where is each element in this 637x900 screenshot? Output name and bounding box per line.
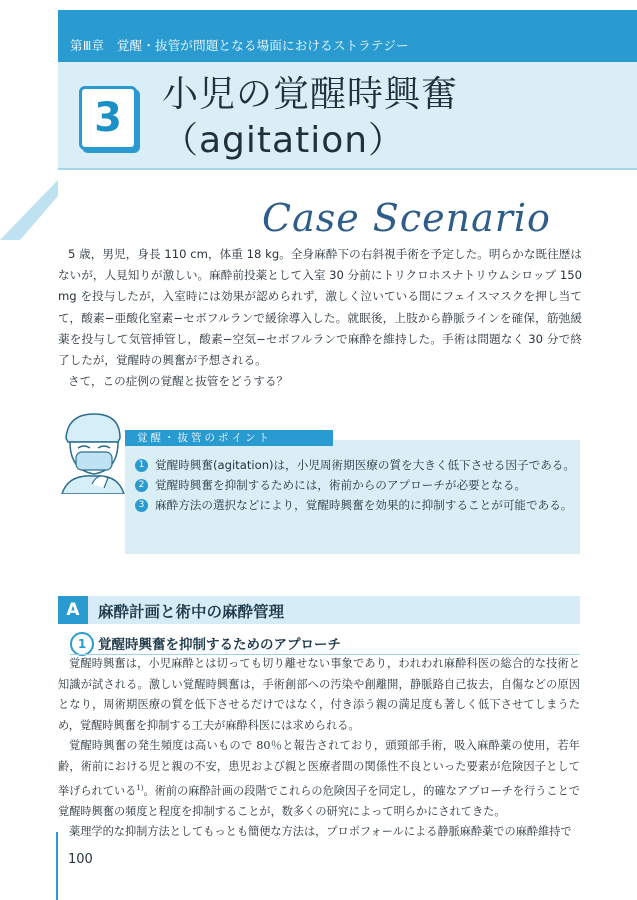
section-number-badge: 3	[79, 86, 137, 150]
page-title: 小児の覚醒時興奮	[162, 74, 459, 115]
point-text: 覚醒時興奮(agitation)は，小児周術期医療の質を大きく低下させる因子である。	[155, 458, 575, 472]
points-list	[135, 456, 575, 516]
point-number: 1	[135, 459, 148, 472]
body-text-part: 覚醒時興奮の発生頻度は高いもので 80％と報告されており，頭頸部手術，吸入麻酔薬の使用，若年齢，術前における児と親の不安，患児および親と医療者間の関係性不良といった要素が危険因子として挙げられている	[58, 739, 580, 798]
case-scenario-text	[58, 244, 582, 392]
point-item	[135, 496, 575, 515]
case-scenario-title: Case Scenario	[262, 196, 551, 240]
chapter-label: 第Ⅲ章 覚醒・抜管が問題となる場面におけるストラテジー	[70, 38, 409, 53]
doctor-illustration	[58, 408, 128, 494]
body-text	[58, 654, 580, 843]
body-paragraph: 覚醒時興奮は，小児麻酔とは切っても切り離せない事象であり，われわれ麻酔科医の総合的な技術と知識が試される。激しい覚醒時興奮は，手術創部への汚染や創離開，静脈路自己抜去，自傷などの原因となり，周術期医療の質を低下させるだけではなく，付き添う親の満足度も著しく低下させてしまうため，覚醒時興奮を抑制する工夫が麻酔科医には求められる。	[58, 657, 580, 732]
subsection-number: 1	[70, 632, 94, 656]
point-text: 麻酔方法の選択などにより，覚醒時興奮を効果的に抑制することが可能である。	[155, 498, 573, 512]
point-item	[135, 456, 575, 475]
section-a-mark: A	[58, 596, 88, 624]
case-question: さて，この症例の覚醒と抜管をどうする？	[68, 374, 289, 389]
body-paragraph	[58, 736, 580, 822]
section-a-title: 麻酔計画と術中の麻酔管理	[98, 603, 285, 621]
point-text: 覚醒時興奮を抑制するためには，術前からのアプローチが必要となる。	[155, 478, 527, 492]
reference-marker: 1)	[136, 783, 144, 792]
page-title-subtitle: （agitation）	[162, 120, 406, 161]
page-margin-rule	[56, 832, 58, 900]
subsection-title: 覚醒時興奮を抑制するためのアプローチ	[98, 637, 341, 653]
point-number: 2	[135, 479, 148, 492]
case-paragraph: 5 歳，男児，身長 110 cm，体重 18 kg。全身麻酔下の右斜視手術を予定した。明らかな既往歴はないが，人見知りが激しい。麻酔前投薬として入室 30 分前にトリクロホスナトリウムシロップ 150 mg を投与したが，入室時には効果が認められず，激しく泣いている間にフェイスマスクを押し当てて，酸素−亜酸化窒素−セボフルランで緩徐導入した。就眠後，上肢から静脈ラインを確保，筋弛緩薬を投与して気管挿管し，酸素−空気−セボフルランで麻酔を維持した。手術は問題なく 30 分で終了したが，覚醒時の興奮が予想される。	[58, 247, 582, 368]
subsection-1-header	[70, 632, 580, 654]
page-number: 100	[68, 852, 93, 867]
body-text-part: 。術前の麻酔計画の段階でこれらの危険因子を同定し，的確なアプローチを行うことで覚醒時興奮の頻度と程度を抑制することが，数多くの研究によって明らかにされてきた。	[58, 784, 580, 818]
point-item	[135, 476, 575, 495]
points-heading: 覚醒・抜管のポイント	[125, 430, 333, 446]
section-a-header	[58, 596, 580, 624]
point-number: 3	[135, 499, 148, 512]
body-paragraph: 薬理学的な抑制方法としてもっとも簡便な方法は，プロポフォールによる静脈麻酔薬での麻酔維持で	[69, 825, 572, 839]
